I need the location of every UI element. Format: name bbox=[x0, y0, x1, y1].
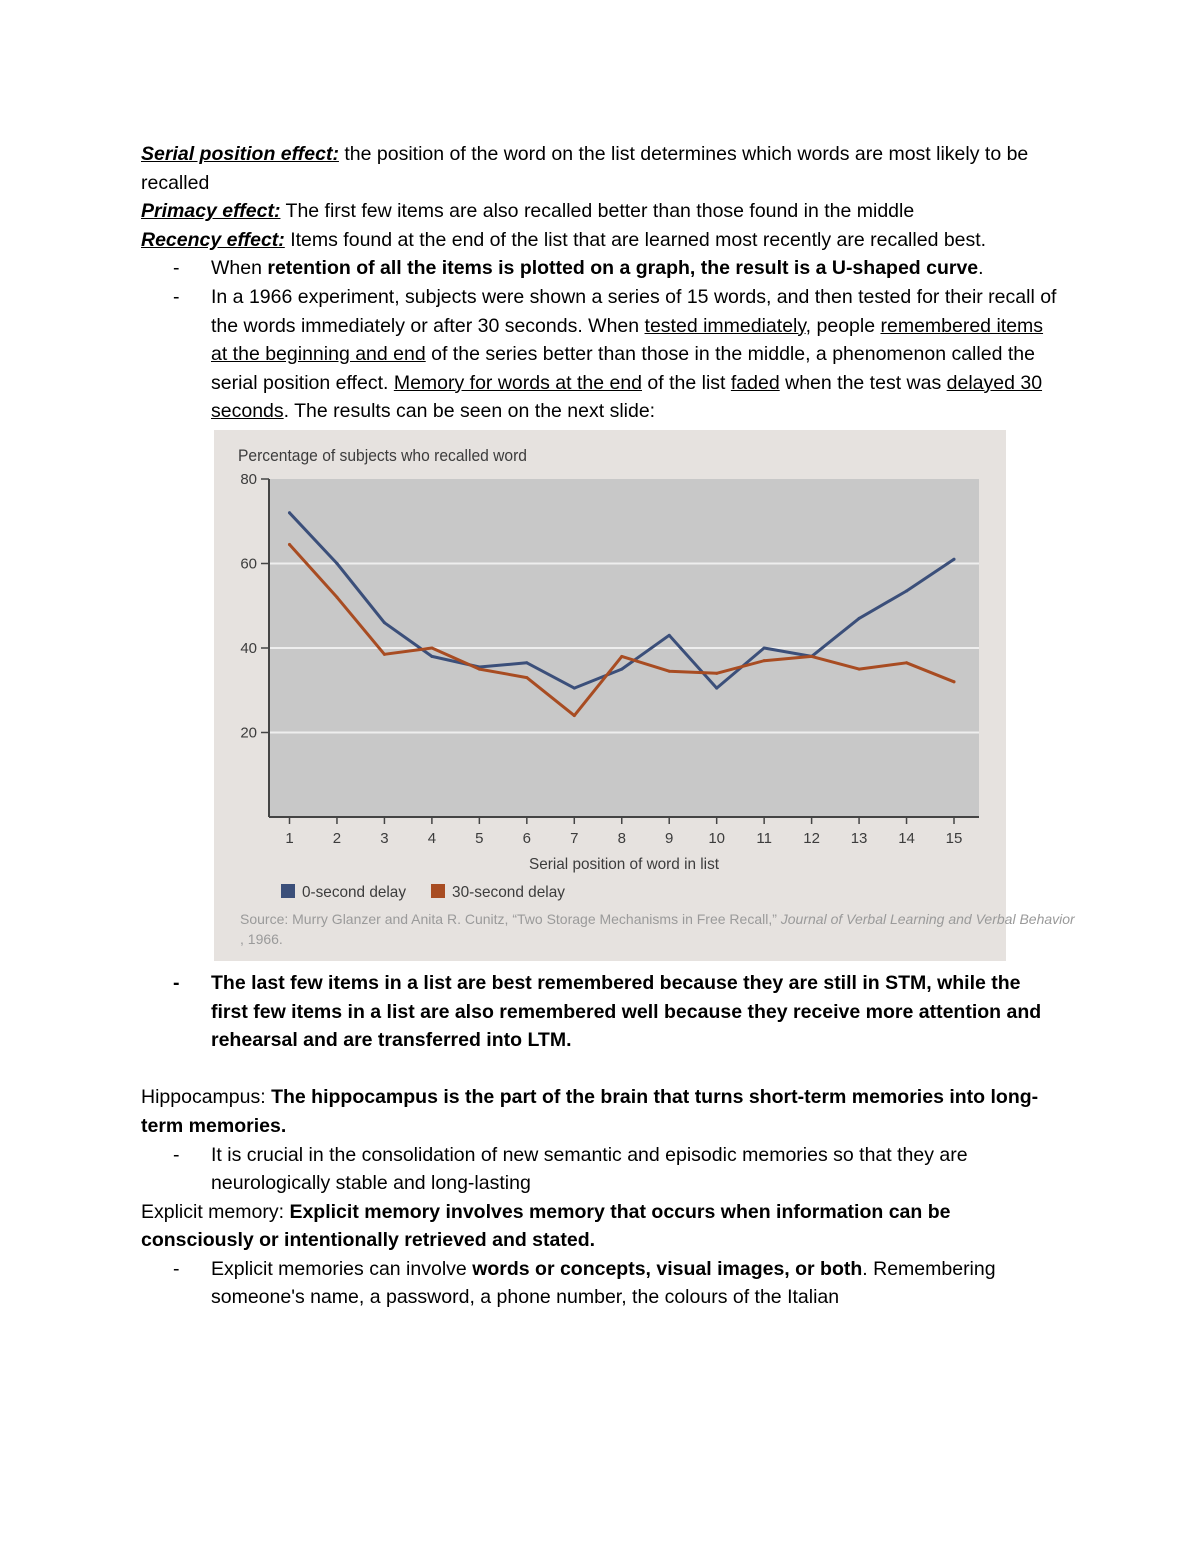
data-point-30s-12 bbox=[810, 655, 813, 658]
data-point-30s-7 bbox=[573, 714, 576, 717]
source-year: , 1966. bbox=[240, 930, 283, 947]
legend-swatch-0-second bbox=[281, 884, 295, 898]
data-point-30s-6 bbox=[525, 676, 528, 679]
legend-swatch-30-second bbox=[431, 884, 445, 898]
underlined-text: remembered items at the beginning and end bbox=[211, 314, 1044, 366]
serial-position-chart-figure bbox=[214, 430, 1075, 961]
bullet-dash: - bbox=[173, 257, 180, 280]
data-point-30s-1 bbox=[288, 543, 291, 546]
underlined-text: Memory for words at the end bbox=[393, 371, 643, 394]
underlined-text: tested immediately bbox=[644, 314, 806, 337]
x-tick-label-15: 15 bbox=[945, 829, 963, 847]
x-tick-label-3: 3 bbox=[380, 829, 389, 847]
legend-label-0-second: 0-second delay bbox=[302, 883, 406, 901]
legend-label-30-second: 30-second delay bbox=[452, 883, 565, 901]
x-tick-label-10: 10 bbox=[708, 829, 726, 847]
recency-paragraph bbox=[141, 226, 1061, 255]
bullet-text: It is crucial in the consolidation of new semantic and episodic memories so that they are neurologically stable and long-lasting bbox=[211, 1143, 968, 1195]
chart-title: Percentage of subjects who recalled word bbox=[238, 445, 527, 465]
bullet-text: when the test was bbox=[779, 371, 947, 394]
serial-position-paragraph bbox=[141, 140, 1061, 197]
bullet-dash: - bbox=[173, 1257, 180, 1280]
x-tick-label-9: 9 bbox=[665, 829, 674, 847]
bullet-dash: - bbox=[173, 285, 180, 308]
y-tick-label-60: 60 bbox=[240, 555, 257, 573]
hippocampus-lead: Hippocampus: bbox=[141, 1086, 272, 1109]
data-point-0s-3 bbox=[383, 621, 386, 624]
x-tick-label-13: 13 bbox=[850, 829, 868, 847]
x-tick-label-6: 6 bbox=[522, 829, 531, 847]
bullet-dash: - bbox=[173, 1143, 180, 1166]
source-citation: Source: Murry Glanzer and Anita R. Cunitz, “Two Storage Mechanisms in Free Recall,” bbox=[240, 910, 777, 927]
serial-position-term: Serial position effect: bbox=[141, 143, 339, 165]
data-point-30s-15 bbox=[953, 680, 956, 683]
recency-term: Recency effect: bbox=[141, 228, 285, 251]
y-tick-label-20: 20 bbox=[240, 724, 257, 742]
data-point-0s-8 bbox=[620, 668, 623, 671]
data-point-0s-10 bbox=[715, 687, 718, 690]
hippocampus-definition: The hippocampus is the part of the brain that turns short-term memories into long-term memories. bbox=[141, 1086, 1039, 1137]
underlined-text: faded bbox=[730, 371, 780, 394]
data-point-0s-11 bbox=[763, 646, 766, 649]
serial-position-definition: the position of the word on the list determines which words are most likely to be recalled bbox=[141, 143, 1029, 194]
x-tick-label-2: 2 bbox=[332, 829, 342, 847]
x-tick-label-11: 11 bbox=[756, 829, 772, 847]
x-tick-label-1: 1 bbox=[285, 829, 294, 847]
data-point-30s-13 bbox=[858, 668, 861, 671]
hippocampus-paragraph bbox=[141, 1083, 1061, 1140]
data-point-30s-8 bbox=[620, 655, 623, 658]
bullet-text: of the series better than those in the middle, a phenomenon called the serial position effect. bbox=[211, 343, 1035, 394]
x-tick-label-5: 5 bbox=[475, 829, 484, 847]
primacy-term: Primacy effect: bbox=[141, 200, 281, 223]
explicit-memory-lead: Explicit memory: bbox=[141, 1200, 290, 1223]
bullet-text: of the list bbox=[642, 371, 731, 394]
bullet-u-shaped-curve bbox=[141, 254, 1061, 283]
data-point-30s-11 bbox=[763, 659, 766, 662]
data-point-30s-4 bbox=[430, 646, 433, 649]
bullet-text: , people bbox=[805, 314, 881, 337]
data-point-0s-15 bbox=[953, 558, 956, 561]
document-page bbox=[141, 140, 1075, 1312]
x-tick-label-14: 14 bbox=[898, 829, 915, 847]
x-tick-label-12: 12 bbox=[803, 829, 820, 847]
source-journal: Journal of Verbal Learning and Verbal Behavior bbox=[780, 910, 1075, 927]
data-point-0s-4 bbox=[430, 655, 433, 658]
bullet-stm-ltm bbox=[141, 969, 1061, 1055]
data-point-30s-5 bbox=[478, 668, 481, 671]
underlined-text: delayed 30 seconds bbox=[211, 371, 1043, 423]
data-point-30s-2 bbox=[335, 596, 338, 599]
bullet-1966-experiment bbox=[141, 283, 1061, 426]
bullet-text: . Remembering someone's name, a password, a phone number, the colours of the Italian bbox=[211, 1257, 996, 1309]
bullet-text: When bbox=[211, 257, 268, 280]
bullet-consolidation bbox=[141, 1141, 1061, 1198]
chart-source-line2 bbox=[240, 931, 283, 947]
data-point-0s-14 bbox=[905, 589, 908, 592]
bullet-text: In a 1966 experiment, subjects were shown a series of 15 words, and then tested for their recall of the words immediately or after 30 seconds. When bbox=[211, 285, 1057, 337]
chart-source-line1 bbox=[240, 911, 1076, 927]
y-tick-label-80: 80 bbox=[240, 470, 257, 488]
x-axis-label: Serial position of word in list bbox=[529, 855, 720, 873]
data-point-30s-14 bbox=[905, 661, 908, 664]
data-point-0s-13 bbox=[858, 617, 861, 620]
data-point-0s-1 bbox=[288, 511, 291, 514]
explicit-memory-paragraph bbox=[141, 1198, 1061, 1255]
bullet-explicit-examples bbox=[141, 1255, 1061, 1312]
primacy-definition: The first few items are also recalled better than those found in the middle bbox=[280, 200, 915, 223]
bullet-text: . The results can be seen on the next slide: bbox=[283, 400, 656, 423]
explicit-memory-definition: Explicit memory involves memory that occurs when information can be consciously or intentionally retrieved and stated. bbox=[141, 1200, 951, 1252]
primacy-paragraph bbox=[141, 197, 1061, 226]
data-point-30s-9 bbox=[668, 670, 671, 673]
bullet-text: . bbox=[978, 257, 984, 280]
y-tick-label-40: 40 bbox=[240, 639, 257, 657]
bullet-bold-text: words or concepts, visual images, or both bbox=[472, 1257, 863, 1280]
data-point-0s-7 bbox=[573, 687, 576, 690]
data-point-0s-2 bbox=[335, 562, 338, 565]
data-point-30s-3 bbox=[383, 653, 386, 656]
serial-position-chart bbox=[214, 430, 1075, 961]
bullet-dash: - bbox=[173, 971, 180, 994]
bullet-bold-text: The last few items in a list are best remembered because they are still in STM, while the first few items in a list are also remembered well because they receive more attention and rehearsal and are transferred into LTM. bbox=[211, 971, 1042, 1052]
paragraph-gap bbox=[141, 1055, 1061, 1084]
x-tick-label-8: 8 bbox=[617, 829, 626, 847]
bullet-bold-text: retention of all the items is plotted on a graph, the result is a U-shaped curve bbox=[267, 257, 979, 280]
data-point-0s-6 bbox=[525, 661, 528, 664]
x-tick-label-7: 7 bbox=[570, 829, 579, 847]
x-tick-label-4: 4 bbox=[427, 829, 437, 847]
data-point-0s-9 bbox=[668, 634, 671, 637]
bullet-text: Explicit memories can involve bbox=[211, 1257, 473, 1280]
data-point-30s-10 bbox=[715, 672, 718, 675]
recency-definition: Items found at the end of the list that are learned most recently are recalled best. bbox=[284, 228, 987, 251]
